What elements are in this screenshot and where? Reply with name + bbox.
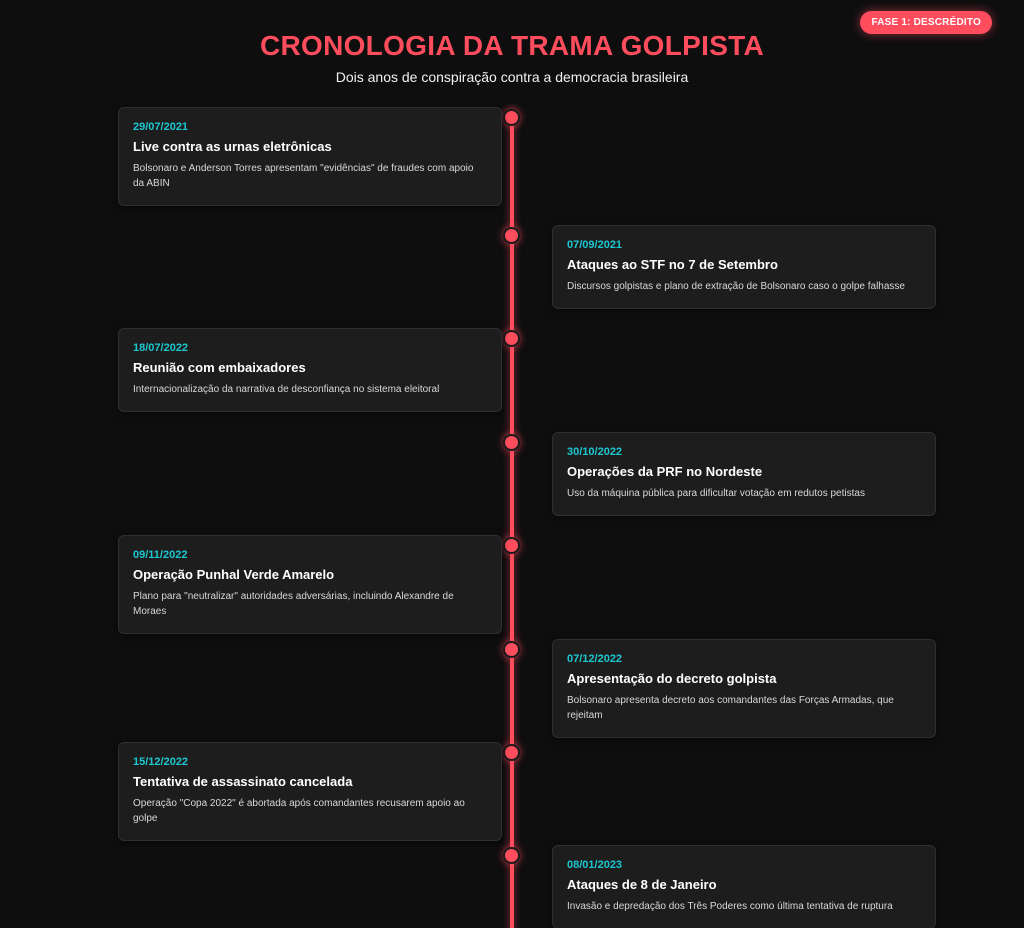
- event-description: Bolsonaro apresenta decreto aos comandantes das Forças Armadas, que rejeitam: [567, 695, 894, 721]
- event-date: 18/07/2022: [133, 342, 189, 354]
- event-description: Invasão e depredação dos Três Poderes como última tentativa de ruptura: [567, 901, 893, 912]
- event-date: 08/01/2023: [567, 859, 623, 871]
- timeline-event-card[interactable]: [118, 107, 502, 206]
- page-title: CRONOLOGIA DA TRAMA GOLPISTA: [259, 30, 765, 61]
- event-date: 30/10/2022: [567, 446, 623, 458]
- event-title: Reunião com embaixadores: [133, 360, 306, 375]
- timeline-dot: [503, 227, 520, 244]
- timeline-dot: [503, 641, 520, 658]
- event-date: 15/12/2022: [133, 756, 189, 768]
- phase-badge[interactable]: FASE 1: DESCRÉDITO: [860, 11, 992, 34]
- timeline-dot: [503, 744, 520, 761]
- event-title: Ataques ao STF no 7 de Setembro: [567, 257, 778, 272]
- event-description: Uso da máquina pública para dificultar votação em redutos petistas: [567, 488, 865, 499]
- event-title: Ataques de 8 de Janeiro: [567, 877, 717, 892]
- event-title: Apresentação do decreto golpista: [567, 671, 777, 686]
- timeline-event-card[interactable]: [118, 328, 502, 412]
- event-description: Discursos golpistas e plano de extração de Bolsonaro caso o golpe falhasse: [567, 281, 905, 292]
- event-title: Operação Punhal Verde Amarelo: [133, 567, 335, 582]
- timeline-event-card[interactable]: [118, 742, 502, 841]
- timeline-dot: [503, 434, 520, 451]
- event-description: Bolsonaro e Anderson Torres apresentam "evidências" de fraudes com apoio da ABIN: [133, 163, 474, 189]
- timeline-event-card[interactable]: [552, 225, 936, 309]
- timeline-event-card[interactable]: [552, 432, 936, 516]
- timeline-event-card[interactable]: [552, 845, 936, 928]
- event-date: 07/12/2022: [567, 653, 623, 665]
- timeline-dot: [503, 109, 520, 126]
- event-date: 29/07/2021: [133, 121, 189, 133]
- event-description: Plano para "neutralizar" autoridades adversárias, incluindo Alexandre de Moraes: [133, 591, 454, 617]
- timeline-dot: [503, 847, 520, 864]
- timeline-dot: [503, 537, 520, 554]
- event-date: 09/11/2022: [133, 549, 188, 561]
- event-title: Live contra as urnas eletrônicas: [133, 139, 332, 154]
- event-title: Tentativa de assassinato cancelada: [133, 774, 353, 789]
- timeline-dot: [503, 330, 520, 347]
- timeline-event-card[interactable]: [552, 639, 936, 738]
- event-description: Operação "Copa 2022" é abortada após comandantes recusarem apoio ao golpe: [133, 798, 465, 824]
- page-subtitle: Dois anos de conspiração contra a democracia brasileira: [335, 69, 689, 85]
- event-title: Operações da PRF no Nordeste: [567, 464, 763, 479]
- event-date: 07/09/2021: [567, 239, 623, 251]
- event-description: Internacionalização da narrativa de desconfiança no sistema eleitoral: [133, 384, 440, 395]
- timeline-event-card[interactable]: [118, 535, 502, 634]
